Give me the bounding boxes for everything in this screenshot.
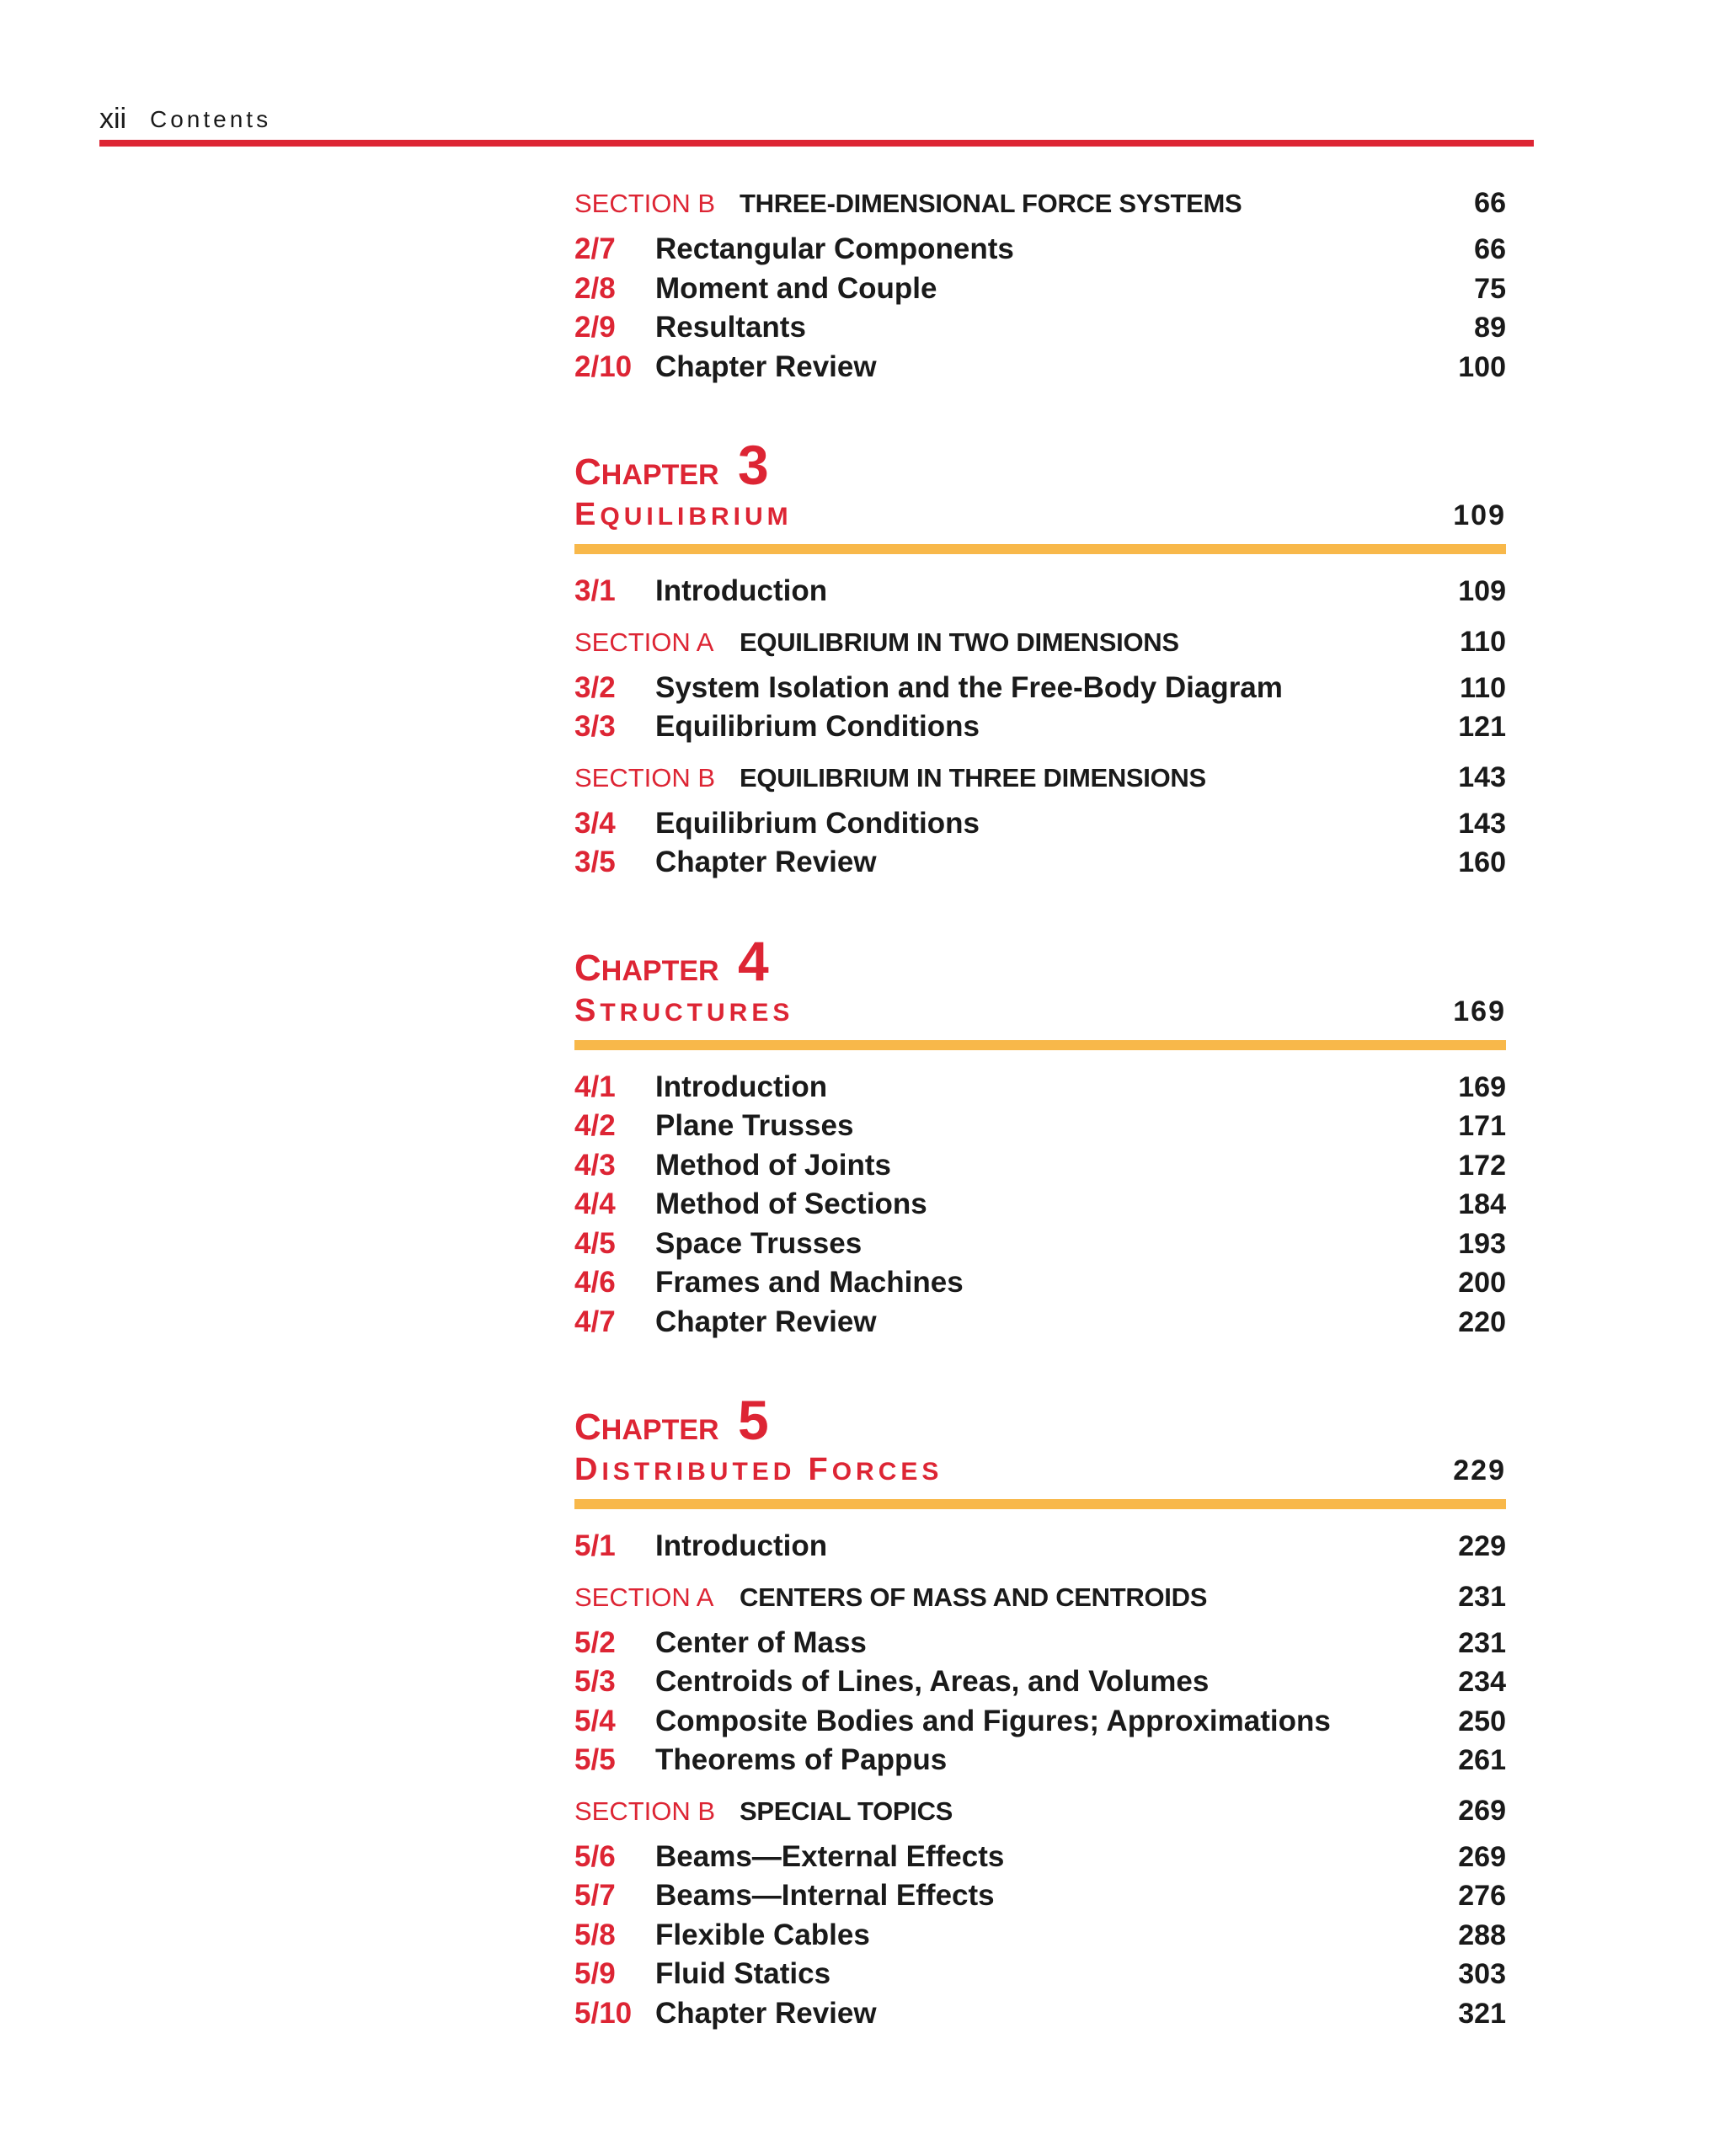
entry-number: 4/4	[574, 1187, 616, 1220]
entry-title: Rectangular Components	[655, 232, 1014, 265]
entry-title: Fluid Statics	[655, 1957, 831, 1990]
section-label: SECTION B	[574, 189, 716, 218]
toc-entry[interactable]	[574, 807, 1506, 846]
toc-entry[interactable]	[574, 1665, 1506, 1705]
entry-number: 3/5	[574, 846, 616, 878]
section-row[interactable]	[574, 1795, 1506, 1840]
spacer	[574, 1783, 1506, 1795]
section-title: EQUILIBRIUM IN THREE DIMENSIONS	[740, 762, 1206, 792]
section-label: SECTION B	[574, 762, 716, 792]
page-number-ref: 66	[1474, 233, 1506, 265]
page-number-ref: 100	[1458, 350, 1506, 383]
running-head: Contents	[150, 106, 272, 132]
page-number-ref: 303	[1458, 1958, 1506, 1990]
section-title: SPECIAL TOPICS	[740, 1796, 953, 1826]
entry-title: Composite Bodies and Figures; Approximations	[655, 1704, 1331, 1737]
page-number-ref: 269	[1458, 1794, 1506, 1827]
page-number-ref: 110	[1460, 671, 1506, 704]
page-number-ref: 169	[1453, 995, 1506, 1027]
toc-entry[interactable]	[574, 574, 1506, 614]
table-of-contents	[574, 187, 1506, 2036]
toc-entry[interactable]	[574, 1305, 1506, 1345]
toc-entry[interactable]	[574, 1879, 1506, 1919]
spacer	[574, 1569, 1506, 1581]
entry-number: 5/6	[574, 1839, 616, 1873]
page-number-ref: 321	[1458, 1997, 1506, 2030]
chapter-heading	[574, 1386, 1506, 1452]
entry-title: Moment and Couple	[655, 271, 937, 305]
toc-entry[interactable]	[574, 1070, 1506, 1110]
page-number-ref: 143	[1458, 760, 1506, 793]
entry-title: System Isolation and the Free-Body Diagram	[655, 670, 1283, 704]
entry-number: 4/7	[574, 1305, 616, 1338]
chapter-rule	[574, 544, 1506, 554]
page-number-ref: 220	[1458, 1305, 1506, 1338]
entry-number: 2/10	[574, 350, 633, 383]
chapter-title-row[interactable]	[574, 497, 1506, 542]
entry-title: Space Trusses	[655, 1226, 862, 1260]
toc-entry[interactable]	[574, 350, 1506, 390]
entry-title: Plane Trusses	[655, 1109, 854, 1142]
page-number-ref: 269	[1458, 1840, 1506, 1873]
chapter-word: CHAPTER	[574, 1406, 719, 1448]
entry-title: Chapter Review	[655, 350, 877, 383]
page-number-ref: 184	[1458, 1188, 1506, 1220]
entry-number: 2/9	[574, 311, 616, 344]
chapter-number: 3	[738, 434, 769, 496]
entry-title: Chapter Review	[655, 1996, 877, 2030]
toc-entry[interactable]	[574, 1743, 1506, 1783]
section-label: SECTION B	[574, 1796, 716, 1826]
entry-title: Method of Sections	[655, 1187, 927, 1220]
entry-number: 3/1	[574, 574, 616, 607]
chapter-block	[574, 1386, 1506, 1509]
entry-title: Center of Mass	[655, 1625, 867, 1659]
chapter-word: CHAPTER	[574, 451, 719, 493]
chapter-rule	[574, 1040, 1506, 1050]
entry-number: 3/4	[574, 806, 616, 840]
page-number-ref: 261	[1458, 1744, 1506, 1776]
page-number-ref: 193	[1458, 1227, 1506, 1260]
toc-entry[interactable]	[574, 1919, 1506, 1958]
page-number-ref: 66	[1474, 187, 1506, 219]
toc-entry[interactable]	[574, 1997, 1506, 2036]
page-number-ref: 231	[1458, 1626, 1506, 1659]
page-number-ref: 121	[1458, 711, 1506, 743]
toc-entry[interactable]	[574, 1109, 1506, 1149]
page-number-ref: 172	[1458, 1149, 1506, 1182]
entry-number: 5/9	[574, 1957, 616, 1990]
entry-number: 5/7	[574, 1879, 616, 1912]
entry-number: 3/3	[574, 710, 616, 743]
chapter-title: EQUILIBRIUM	[574, 497, 793, 532]
section-title: THREE-DIMENSIONAL FORCE SYSTEMS	[740, 189, 1242, 218]
page-number-ref: 250	[1458, 1705, 1506, 1737]
page-number-ref: 75	[1474, 272, 1506, 305]
toc-entry[interactable]	[574, 272, 1506, 312]
entry-number: 4/5	[574, 1226, 616, 1260]
spacer	[574, 1344, 1506, 1386]
chapter-title-row[interactable]	[574, 1452, 1506, 1497]
chapter-block	[574, 431, 1506, 554]
toc-entry[interactable]	[574, 1705, 1506, 1744]
entry-title: Theorems of Pappus	[655, 1743, 948, 1776]
entry-title: Centroids of Lines, Areas, and Volumes	[655, 1665, 1210, 1698]
spacer	[574, 614, 1506, 626]
entry-title: Flexible Cables	[655, 1918, 870, 1951]
entry-title: Introduction	[655, 574, 828, 607]
toc-entry[interactable]	[574, 1626, 1506, 1666]
toc-entry[interactable]	[574, 1840, 1506, 1880]
spacer	[574, 885, 1506, 927]
page-number-ref: 109	[1458, 575, 1506, 607]
chapter-heading	[574, 431, 1506, 497]
page-number-ref: 109	[1453, 499, 1506, 531]
page-header	[99, 103, 1534, 145]
chapter-number: 5	[738, 1389, 769, 1451]
entry-number: 2/7	[574, 232, 616, 265]
section-label: SECTION A	[574, 627, 714, 657]
toc-entry[interactable]	[574, 232, 1506, 272]
entry-number: 3/2	[574, 670, 616, 704]
page-number-ref: 276	[1458, 1880, 1506, 1912]
section-row[interactable]	[574, 1581, 1506, 1626]
chapter-word: CHAPTER	[574, 947, 719, 989]
toc-entry[interactable]	[574, 846, 1506, 885]
entry-number: 4/1	[574, 1070, 616, 1103]
entry-number: 2/8	[574, 271, 616, 305]
entry-number: 5/3	[574, 1665, 616, 1698]
entry-title: Method of Joints	[655, 1148, 891, 1182]
toc-entry[interactable]	[574, 1529, 1506, 1569]
page-number-ref: 200	[1458, 1267, 1506, 1299]
toc-entry[interactable]	[574, 1227, 1506, 1267]
toc-entry[interactable]	[574, 311, 1506, 350]
chapter-title-row[interactable]	[574, 993, 1506, 1038]
entry-number: 4/2	[574, 1109, 616, 1142]
section-title: CENTERS OF MASS AND CENTROIDS	[740, 1582, 1208, 1612]
entry-title: Equilibrium Conditions	[655, 710, 980, 743]
spacer	[574, 389, 1506, 431]
chapter-rule	[574, 1499, 1506, 1509]
entry-number: 5/2	[574, 1625, 616, 1659]
chapter-number: 4	[738, 929, 769, 992]
section-row[interactable]	[574, 626, 1506, 671]
header-rule	[99, 140, 1534, 147]
entry-number: 5/4	[574, 1704, 616, 1737]
entry-number: 5/8	[574, 1918, 616, 1951]
page-number-ref: 288	[1458, 1919, 1506, 1951]
entry-number: 5/10	[574, 1996, 633, 2030]
chapter-heading	[574, 927, 1506, 993]
entry-title: Chapter Review	[655, 1305, 877, 1338]
entry-title: Beams—External Effects	[655, 1839, 1005, 1873]
chapter-title: STRUCTURES	[574, 992, 794, 1028]
page-number-ref: 171	[1458, 1110, 1506, 1142]
page-number-ref: 169	[1458, 1070, 1506, 1103]
entry-number: 4/6	[574, 1266, 616, 1299]
section-row[interactable]	[574, 187, 1506, 232]
toc-entry[interactable]	[574, 1266, 1506, 1305]
page-number-ref: 229	[1458, 1530, 1506, 1562]
entry-number: 5/5	[574, 1743, 616, 1776]
toc-entry[interactable]	[574, 1957, 1506, 1997]
section-label: SECTION A	[574, 1582, 714, 1612]
section-row[interactable]	[574, 761, 1506, 807]
page-number-ref: 110	[1460, 625, 1506, 658]
entry-title: Introduction	[655, 1070, 828, 1103]
section-title: EQUILIBRIUM IN TWO DIMENSIONS	[740, 627, 1179, 657]
toc-entry[interactable]	[574, 1187, 1506, 1227]
toc-entry[interactable]	[574, 710, 1506, 750]
entry-title: Beams—Internal Effects	[655, 1879, 995, 1912]
entry-number: 4/3	[574, 1148, 616, 1182]
page-number-ref: 143	[1458, 807, 1506, 840]
page-number-ref: 160	[1458, 846, 1506, 878]
spacer	[574, 750, 1506, 761]
toc-entry[interactable]	[574, 671, 1506, 711]
chapter-block	[574, 927, 1506, 1050]
page-number: xii	[99, 103, 127, 135]
page-number-ref: 89	[1474, 312, 1506, 344]
toc-entry[interactable]	[574, 1149, 1506, 1188]
entry-title: Resultants	[655, 311, 806, 344]
chapter-title: DISTRIBUTED FORCES	[574, 1452, 943, 1487]
page-number-ref: 229	[1453, 1454, 1506, 1486]
entry-title: Equilibrium Conditions	[655, 806, 980, 840]
page-number-ref: 234	[1458, 1666, 1506, 1698]
entry-number: 5/1	[574, 1529, 616, 1562]
entry-title: Introduction	[655, 1529, 828, 1562]
page-number-ref: 231	[1458, 1580, 1506, 1613]
entry-title: Chapter Review	[655, 846, 877, 878]
entry-title: Frames and Machines	[655, 1266, 964, 1299]
